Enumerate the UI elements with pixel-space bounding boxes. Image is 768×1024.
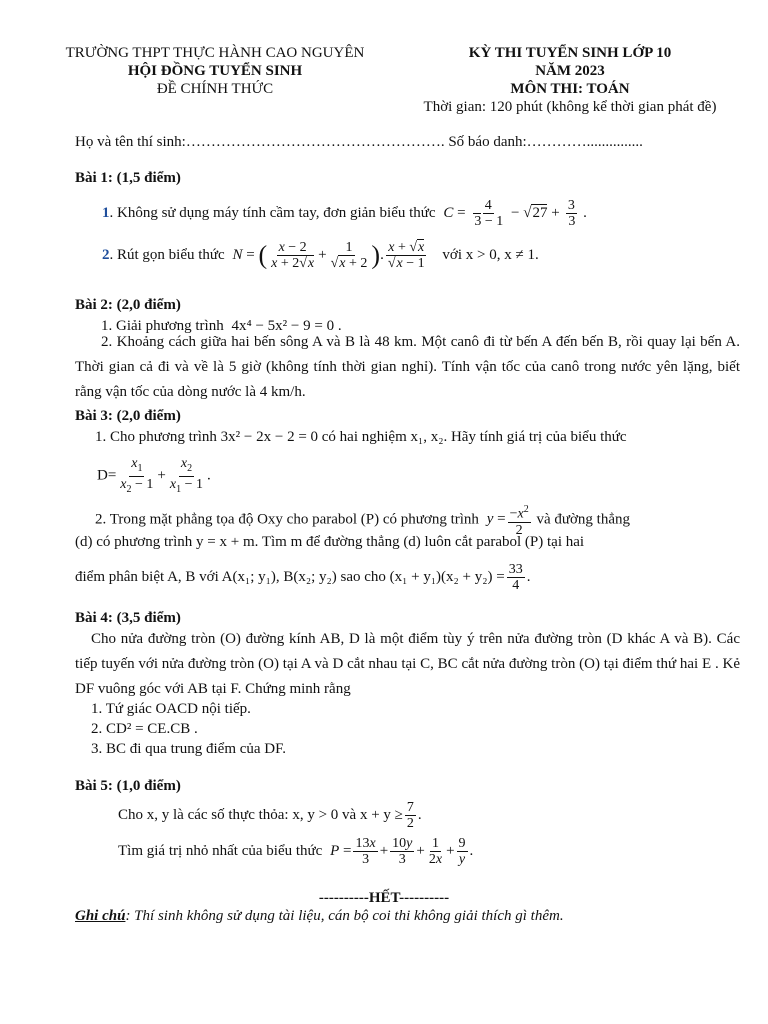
q5-text1: Cho x, y là các số thực thỏa: x, y > 0 và x + y ≥ <box>118 806 403 823</box>
q1-part2: 2. Rút gọn biểu thức N = ( $\frac{x - 2}{x + 2√x}$ + $\frac{1}{√x + 2}$ ). $\frac{x + √x}{√x - 1}$ với x > 0, x ≠ 1. <box>102 240 539 271</box>
note-text: : Thí sinh không sử dụng tài liệu, cán bộ coi thi không giải thích gì thêm. <box>125 908 564 924</box>
q3-expression: D= $\frac{x_1}{x_2 - 1}$ + $\frac{x_2}{x_1 - 1}$ . <box>97 456 211 495</box>
q3-p2-text1: 2. Trong mặt phẳng tọa độ Oxy cho parabol (P) có phương trình <box>95 511 479 528</box>
q3-part2-line2: (d) có phương trình y = x + m. Tìm m để đường thẳng (d) luôn cắt parabol (P) tại hai <box>75 534 585 550</box>
q4-title: Bài 4: (3,5 điểm) <box>75 610 181 626</box>
q1-p2-text: . Rút gọn biểu thức <box>109 246 225 263</box>
q3-part1: 1. Cho phương trình 3x² − 2x − 2 = 0 có hai nghiệm x₁, x₂. Hãy tính giá trị của biểu thức <box>95 429 627 445</box>
q3-title: Bài 3: (2,0 điểm) <box>75 408 181 424</box>
q1-p1-number: 1 <box>102 204 110 221</box>
candidate-info-line: Họ và tên thí sinh:……………………………………………. Số báo danh:…………............... <box>75 134 643 150</box>
q4-item1: 1. Tứ giác OACD nội tiếp. <box>91 701 251 717</box>
official-label: ĐỀ CHÍNH THỨC <box>156 81 274 97</box>
q5-line2: Tìm giá trị nhỏ nhất của biểu thức P = $\frac{13x}{3}$ + $\frac{10y}{3}$ + $\frac{1}{2x}$ + $\frac{9}{y}$ . <box>118 836 474 867</box>
q2-p1-text: 1. Giải phương trình <box>101 318 224 334</box>
q5-text2: Tìm giá trị nhỏ nhất của biểu thức <box>118 842 323 859</box>
exam-time: Thời gian: 120 phút (không kể thời gian phát đề) <box>423 99 717 115</box>
q3-p2-text1b: và đường thẳng <box>536 511 630 528</box>
exam-year: NĂM 2023 <box>535 63 605 79</box>
exam-subject: MÔN THI: TOÁN <box>510 81 630 97</box>
q2-title: Bài 2: (2,0 điểm) <box>75 297 181 313</box>
council-name: HỘI ĐỒNG TUYỂN SINH <box>127 63 303 79</box>
q3-p2-text3: điểm phân biệt A, B với A(x₁; y₁), B(x₂; y₂) sao cho (x₁ + y₁)(x₂ + y₂) = <box>75 568 505 585</box>
q1-p2-condition: với x > 0, x ≠ 1. <box>442 246 539 263</box>
q1-title: Bài 1: (1,5 điểm) <box>75 170 181 186</box>
q5-line1: Cho x, y là các số thực thỏa: x, y > 0 và x + y ≥ $\frac{7}{2}$ . <box>118 800 422 831</box>
q3-part2-line3: điểm phân biệt A, B với A(x₁; y₁), B(x₂; y₂) sao cho (x₁ + y₁)(x₂ + y₂) = $\frac{33}{4}$ . <box>75 562 531 593</box>
q4-item2: 2. CD² = CE.CB . <box>91 721 198 737</box>
q1-p1-text: . Không sử dụng máy tính cầm tay, đơn giản biểu thức <box>109 204 436 221</box>
note-label: Ghi chú <box>75 908 126 924</box>
q1-part1: 1. Không sử dụng máy tính cầm tay, đơn giản biểu thức C = $\frac{4}{3 - 1}$ − √27 + $\frac{3}{3}$ . <box>102 198 587 229</box>
q2-p1-equation: 4x⁴ − 5x² − 9 = 0 . <box>231 318 342 334</box>
q4-body: Cho nửa đường tròn (O) đường kính AB, D là một điểm tùy ý trên nửa đường tròn (D khác A và B). Các tiếp tuyến với nửa đường tròn (O) tại A và D cắt nhau tại C, BC cắt nửa đường tròn (O) tại điểm thứ hai E . Kẻ DF vuông góc với AB tại F. Chứng minh rằng <box>75 631 740 697</box>
q5-title: Bài 5: (1,0 điểm) <box>75 778 181 794</box>
q4-item3: 3. BC đi qua trung điểm của DF. <box>91 741 287 757</box>
q2-part2: 2. Khoảng cách giữa hai bến sông A và B là 48 km. Một canô đi từ bến A đến bến B, rồi quay lại bến A. Thời gian cả đi và về là 5 giờ (không tính thời gian nghỉ). Tính vận tốc của canô trong nước yên lặng, biết rằng vận tốc của dòng nước là 4 km/h. <box>75 334 740 400</box>
school-name: TRƯỜNG THPT THỰC HÀNH CAO NGUYÊN <box>65 45 365 61</box>
q3-part2-line1: 2. Trong mặt phẳng tọa độ Oxy cho parabol (P) có phương trình y = $\frac{-x^2}{2}$ và đường thẳng <box>95 504 630 538</box>
exam-title: KỲ THI TUYỂN SINH LỚP 10 <box>468 45 672 61</box>
footnote <box>75 908 564 925</box>
q1-p2-number: 2 <box>102 246 110 263</box>
end-marker: ----------HẾT---------- <box>318 890 450 906</box>
